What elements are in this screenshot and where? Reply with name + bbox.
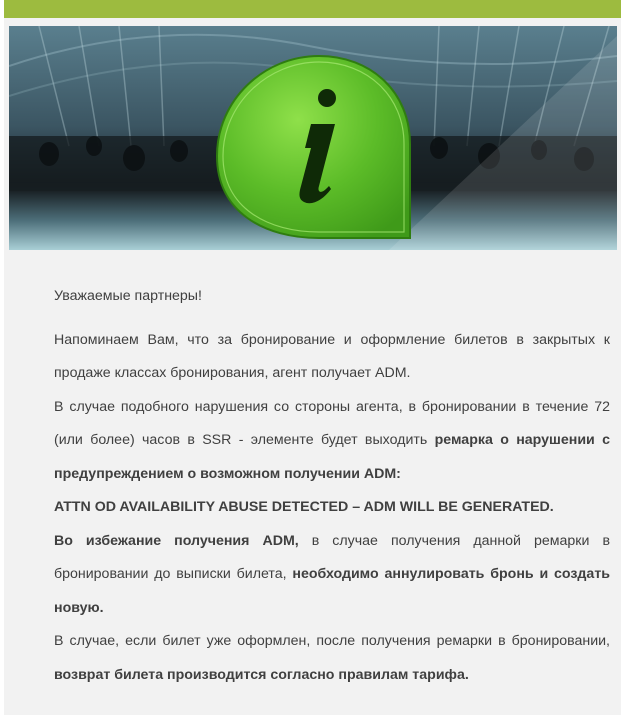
remark-code-text: ATTN OD AVAILABILITY ABUSE DETECTED – ADM WILL BE GENERATED.	[54, 499, 554, 515]
violation-remark-bold: ремарка о нарушении с предупреждением о возможном получении ADM:	[54, 432, 610, 482]
paragraph-reminder: Напоминаем Вам, что за бронирование и оформление билетов в закрытых к продаже классах бронирования, агент получает ADM.	[54, 331, 610, 381]
cancel-booking-bold: необходимо аннулировать бронь и создать новую.	[54, 566, 610, 616]
violation-text: В случае подобного нарушения со стороны агента, в бронировании в течение 72 (или более) часов в SSR - элементе будет выходить	[54, 398, 610, 448]
airport-hall-illustration	[9, 26, 617, 250]
paragraph-refund	[54, 625, 610, 692]
greeting: Уважаемые партнеры!	[54, 288, 202, 304]
avoid-adm-text: в случае получения данной ремарки в бронировании до выписки билета,	[54, 532, 610, 582]
refund-rules-bold: возврат билета производится согласно правилам тарифа.	[54, 666, 469, 683]
message-body	[54, 280, 610, 692]
banner-image	[9, 26, 617, 250]
avoid-adm-bold: Во избежание получения ADM,	[54, 532, 299, 549]
paragraph-avoid-adm	[54, 525, 610, 626]
refund-text: В случае, если билет уже оформлен, после получения ремарки в бронировании,	[54, 633, 610, 649]
paragraph-violation	[54, 391, 610, 492]
email-sheet	[4, 0, 621, 715]
top-accent-bar	[4, 0, 621, 18]
remark-code	[54, 491, 610, 525]
